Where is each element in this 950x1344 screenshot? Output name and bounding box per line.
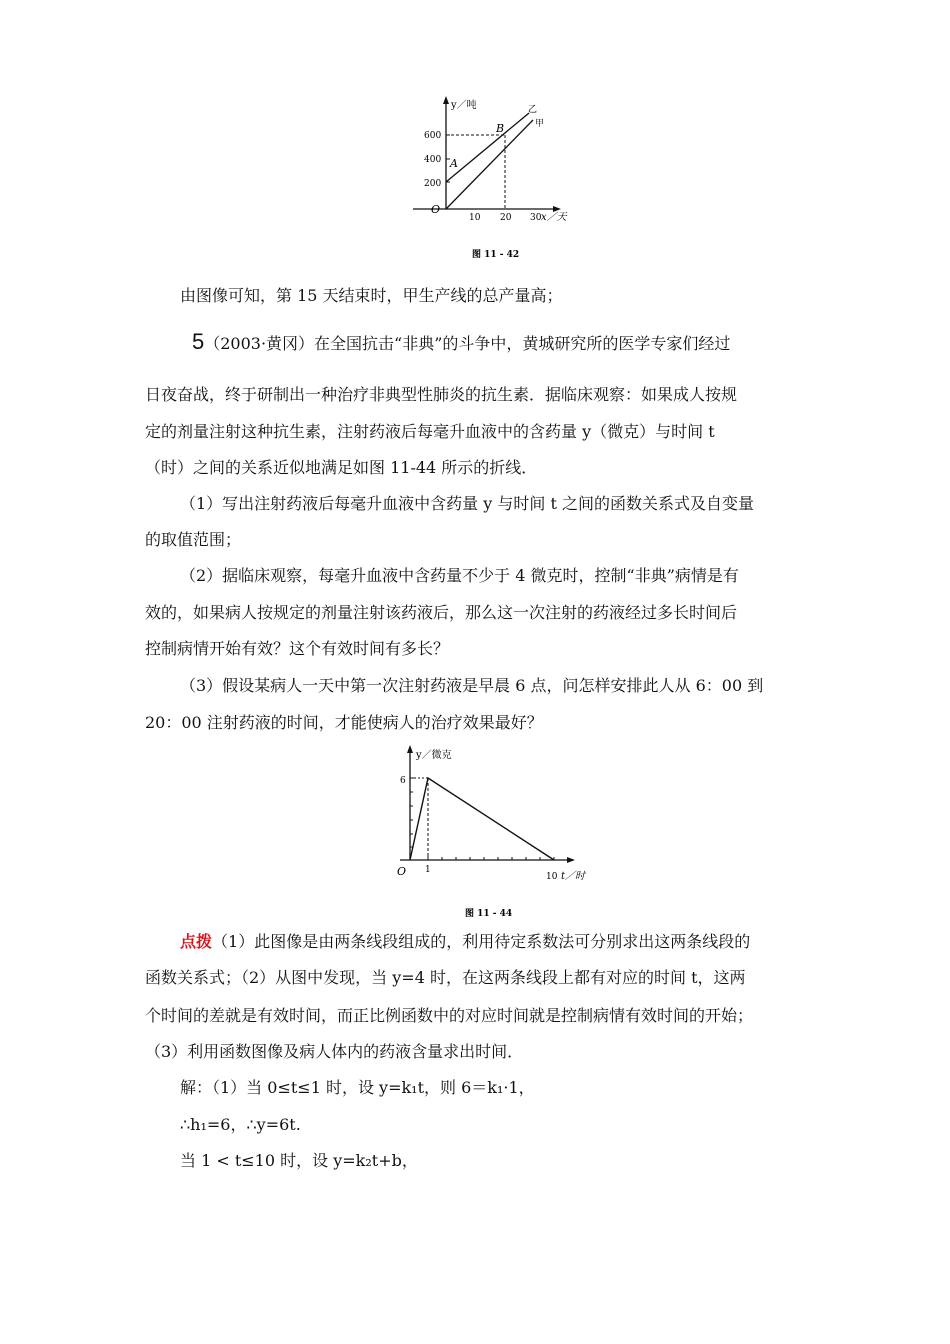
figure-caption-11-44: 图 11 - 44	[465, 909, 513, 919]
line-jia	[446, 120, 533, 209]
hint-line1-text: （1）此图像是由两条线段组成的，利用待定系数法可分别求出这两条线段的	[212, 932, 751, 951]
origin-label: O	[397, 865, 407, 878]
y-tick-400: 400	[424, 155, 442, 165]
x-tick-1: 1	[425, 865, 431, 875]
question-2-line2: 效的，如果病人按规定的剂量注射该药液后，那么这一次注射的药液经过多长时间后	[145, 603, 738, 622]
question-3-line1: （3）假设某病人一天中第一次注射药液是早晨 6 点，问怎样安排此人从 6：00 到	[180, 676, 764, 695]
y-tick-600: 600	[424, 131, 442, 141]
figure-caption-11-42: 图 11 - 42	[472, 250, 520, 260]
x-tick-10: 10	[469, 213, 481, 223]
x-axis-label: t／时	[561, 871, 586, 882]
figure-11-42	[405, 92, 585, 267]
line-jia-label: 甲	[535, 119, 545, 129]
question-2-line3: 控制病情开始有效？这个有效时间有多长？	[145, 639, 450, 658]
x-tick-30: 30	[530, 213, 542, 223]
figure-11-44	[388, 738, 603, 923]
x-tick-10: 10	[546, 872, 558, 882]
solution-line2: ∴h₁=6，∴y=6t.	[180, 1115, 301, 1134]
question-3-line2: 20：00 注射药液的时间，才能使病人的治疗效果最好？	[145, 713, 543, 732]
conclusion-text: 由图像可知，第 15 天结束时，甲生产线的总产量高；	[180, 286, 563, 305]
question-1-line1: （1）写出注射药液后每毫升血液中含药量 y 与时间 t 之间的函数关系式及自变量	[180, 494, 754, 513]
problem-intro-line3: 定的剂量注射这种抗生素，注射药液后每毫升血液中的含药量 y（微克）与时间 t	[145, 422, 715, 441]
x-tick-20: 20	[500, 213, 512, 223]
hint-line1	[180, 932, 750, 952]
y-tick-6: 6	[400, 776, 406, 786]
drug-concentration-line	[410, 778, 554, 860]
solution-line1: 解：（1）当 0≤t≤1 时，设 y=k₁t，则 6＝k₁·1，	[180, 1078, 535, 1097]
problem-number: 5	[192, 329, 205, 354]
problem-intro-line1: （2003·黄冈）在全国抗击“非典”的斗争中，黄城研究所的医学专家们经过	[204, 334, 731, 353]
solution-line3: 当 1 < t≤10 时，设 y=k₂t+b，	[180, 1151, 418, 1170]
y-axis-label: y／微克	[416, 750, 452, 761]
y-tick-200: 200	[424, 179, 442, 189]
y-axis-arrow	[443, 96, 449, 104]
problem-intro-line4: （时）之间的关系近似地满足如图 11-44 所示的折线．	[145, 458, 538, 477]
y-axis-arrow	[407, 745, 413, 753]
problem-intro-line2: 日夜奋战，终于研制出一种治疗非典型性肺炎的抗生素．据临床观察：如果成人按规	[145, 385, 738, 404]
line-yi	[446, 113, 529, 182]
point-b-label: B	[496, 122, 505, 135]
hint-line4: （3）利用函数图像及病人体内的药液含量求出时间．	[145, 1042, 524, 1061]
hint-label: 点拨	[180, 932, 213, 951]
problem-heading-line	[192, 329, 731, 354]
x-axis-label: x／天	[541, 212, 567, 223]
hint-line3: 个时间的差就是有效时间，而正比例函数中的对应时间就是控制病情有效时间的开始；	[145, 1006, 754, 1025]
x-axis-arrow	[567, 857, 575, 863]
line-yi-label: 乙	[528, 105, 538, 115]
y-axis-label: y／吨	[451, 100, 477, 111]
question-1-line2: 的取值范围；	[145, 530, 242, 549]
hint-line2: 函数关系式；（2）从图中发现，当 y=4 时，在这两条线段上都有对应的时间 t，这两	[145, 968, 746, 987]
point-a-label: A	[450, 157, 458, 170]
question-2-line1: （2）据临床观察，每毫升血液中含药量不少于 4 微克时，控制“非典”病情是有	[180, 566, 739, 585]
origin-label: O	[431, 203, 441, 216]
